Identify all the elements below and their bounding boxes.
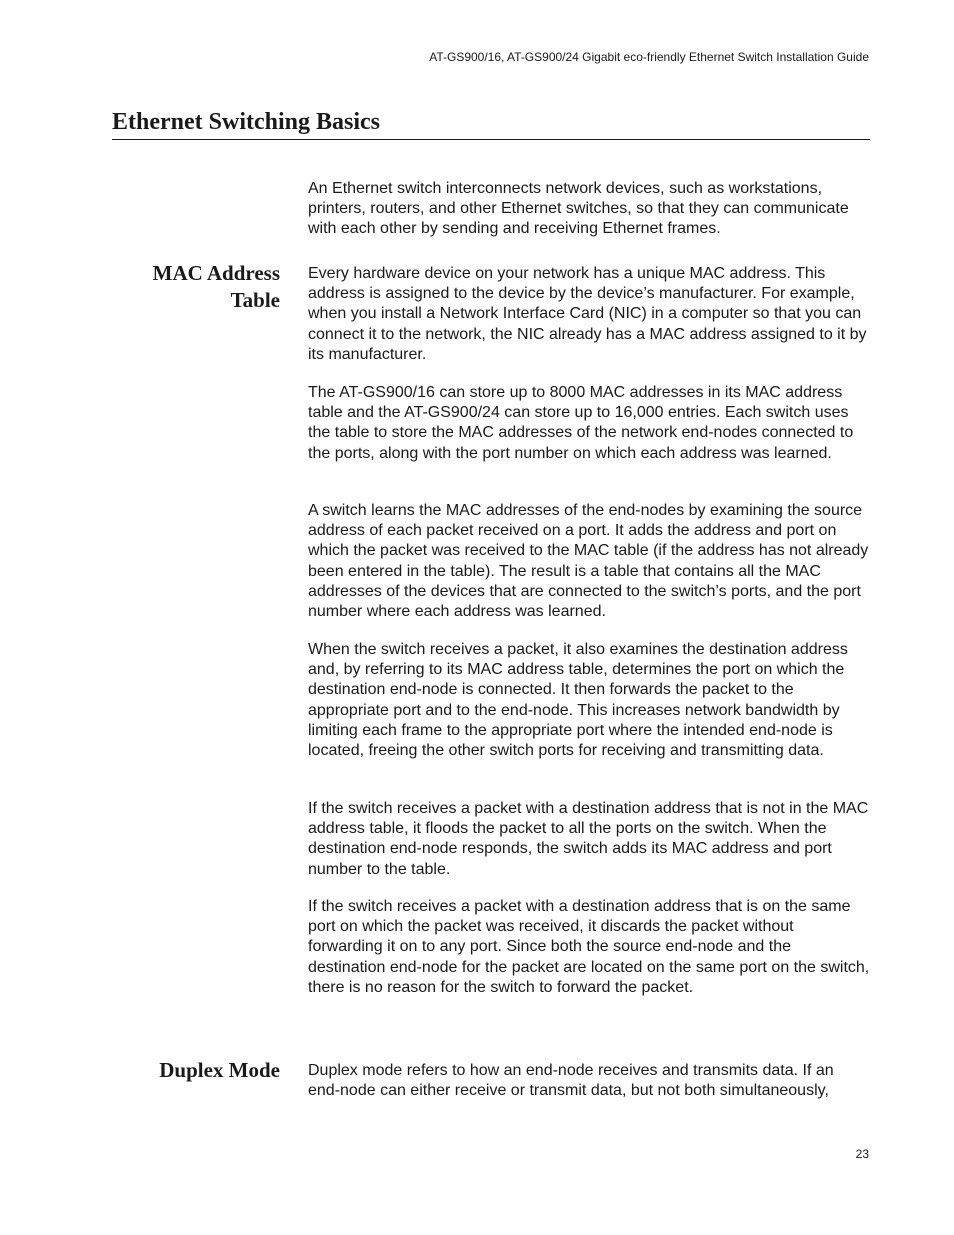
mac-heading-line2: Table <box>230 288 280 312</box>
duplex-mode-heading: Duplex Mode <box>159 1058 280 1082</box>
mac-heading-line1: MAC Address <box>152 261 280 285</box>
mac-paragraph-5: If the switch receives a packet with a destination address that is not in the MAC address table, it floods the packet to all the ports on the switch. When the destination end-node responds, the switch adds its MAC address and port number to the table. <box>308 800 869 878</box>
mac-address-table-heading <box>110 260 280 314</box>
page-number: 23 <box>855 1147 869 1161</box>
mac-paragraph-2: The AT-GS900/16 can store up to 8000 MAC addresses in its MAC address table and the AT-GS900/24 can store up to 16,000 entries. Each switch uses the table to store the MAC addresses of the network end-nodes connected to the ports, along with the port number on which each address was learned. <box>308 384 854 462</box>
title-divider <box>112 139 870 140</box>
running-header: AT-GS900/16, AT-GS900/24 Gigabit eco-friendly Ethernet Switch Installation Guide <box>429 50 869 64</box>
mac-paragraph-3: A switch learns the MAC addresses of the end-nodes by examining the source address of each packet received on a port. It adds the address and port on which the packet was received to the MAC table (if the address has not already been entered in the table). The result is a table that contains all the MAC addresses of the devices that are connected to the switch’s ports, and the port number where each address was learned. <box>308 502 869 621</box>
intro-paragraph: An Ethernet switch interconnects network devices, such as workstations, printers, routers, and other Ethernet switches, so that they can communicate with each other by sending and receiving Ethernet frames. <box>308 180 849 238</box>
mac-paragraph-1: Every hardware device on your network has a unique MAC address. This address is assigned to the device by the device’s manufacturer. For example, when you install a Network Interface Card (NIC) in a computer so that you can connect it to the network, the NIC already has a MAC address assigned to it by its manufacturer. <box>308 265 867 363</box>
duplex-paragraph: Duplex mode refers to how an end-node receives and transmits data. If an end-node can either receive or transmit data, but not both simultaneously, <box>308 1062 834 1100</box>
section-title: Ethernet Switching Basics <box>112 109 381 135</box>
mac-paragraph-6: If the switch receives a packet with a destination address that is on the same port on which the packet was received, it discards the packet without forwarding it on to any port. Since both the source end-node and the destination end-node for the packet are located on the same port on the switch, there is no reason for the switch to forward the packet. <box>308 898 870 996</box>
mac-paragraph-4: When the switch receives a packet, it also examines the destination address and, by referring to its MAC address table, determines the port on which the destination end-node is connected. It then forwards the packet to the appropriate port and to the end-node. This increases network bandwidth by limiting each frame to the appropriate port where the intended end-node is located, freeing the other switch ports for receiving and transmitting data. <box>308 641 848 760</box>
